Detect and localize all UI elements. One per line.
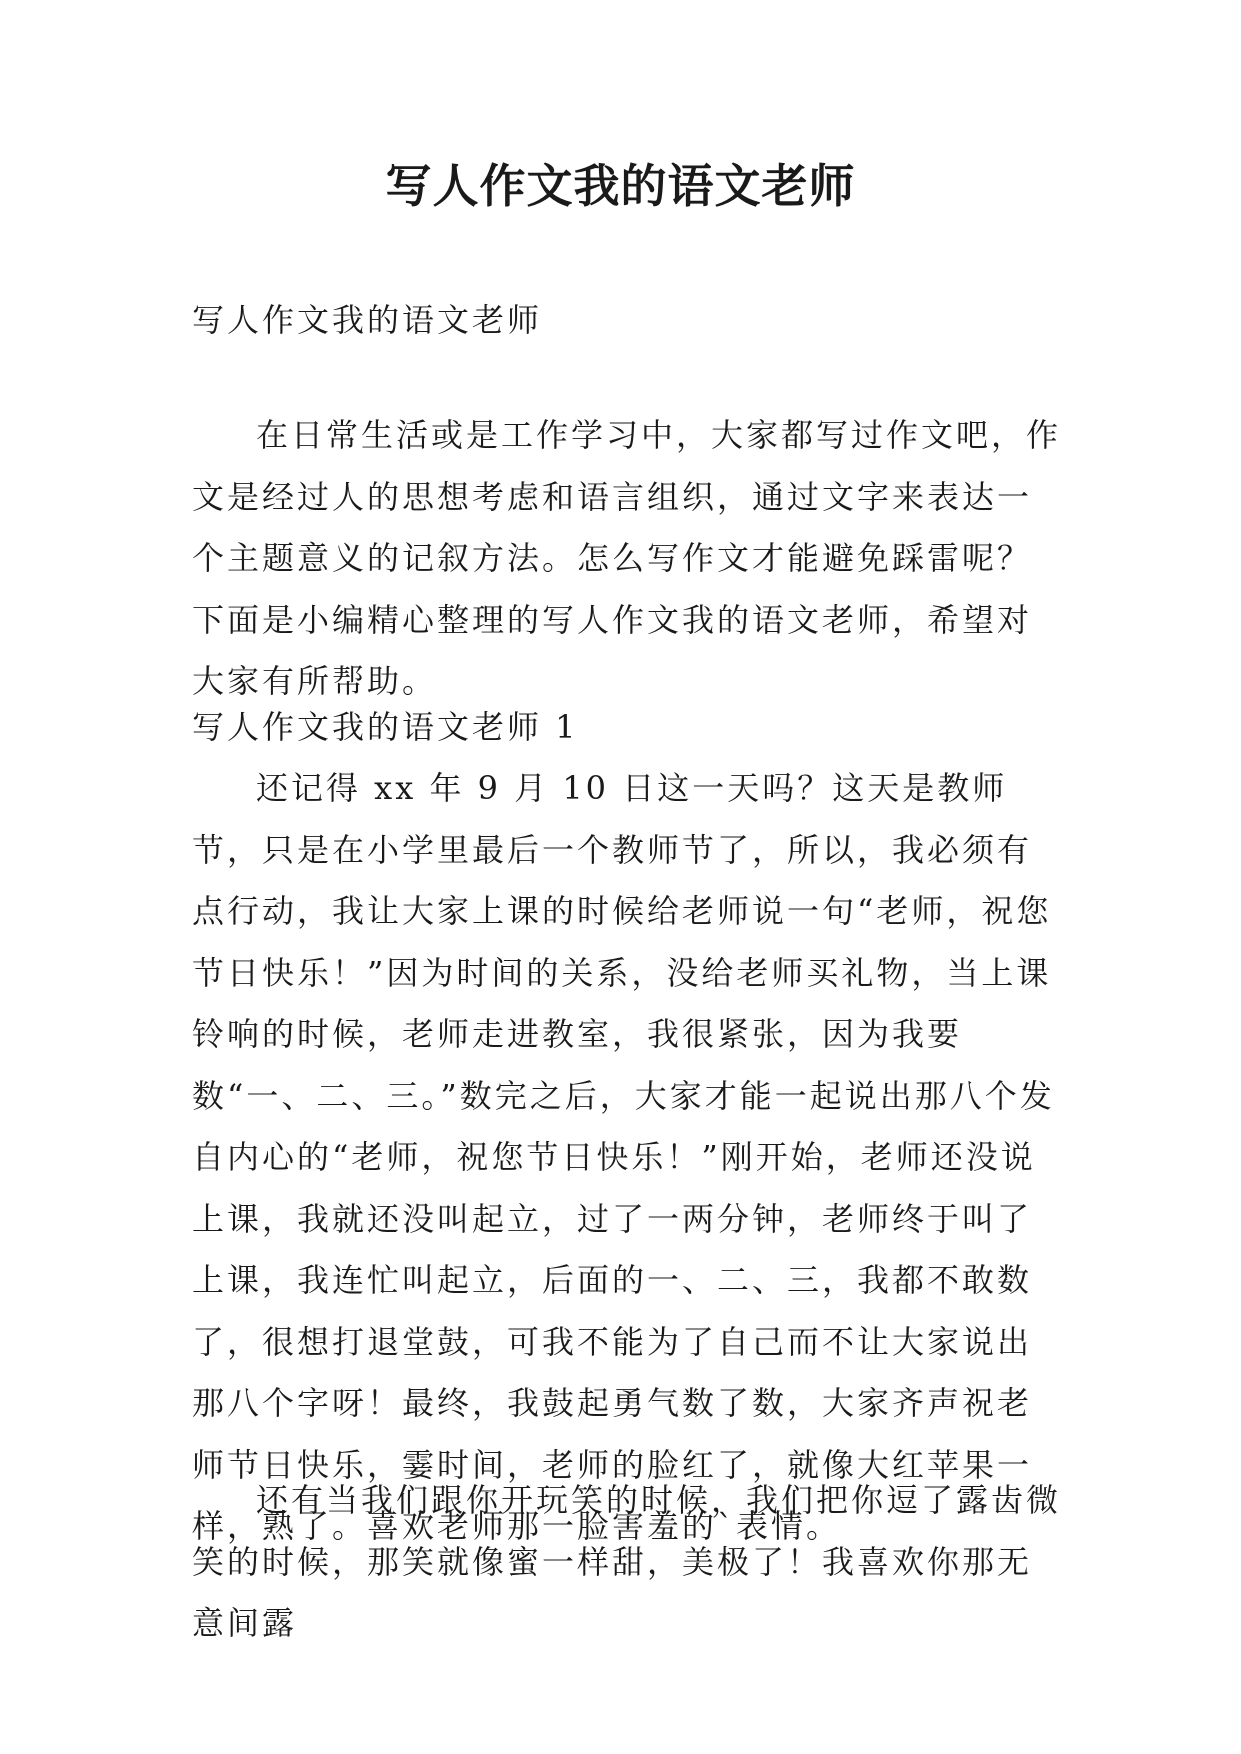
body-paragraph: 还记得 xx 年 9 月 10 日这一天吗？这天是教师节，只是在小学里最后一个教师节了，所以，我必须有点行动，我让大家上课的时候给老师说一句“老师，祝您节日快乐！”因为时间的关系，没给老师买礼物，当上课铃响的时候，老师走进教室，我很紧张，因为我要数“一、二、三。”数完之后，大家才能一起说出那八个发自内心的“老师，祝您节日快乐！”刚开始，老师还没说上课，我就还没叫起立，过了一两分钟，老师终于叫了上课，我连忙叫起立，后面的一、二、三，我都不敢数了，很想打退堂鼓，可我不能为了自己而不让大家说出那八个字呀！最终，我鼓起勇气数了数，大家齐声祝老师节日快乐，霎时间，老师的脸红了，就像大红苹果一样，熟了。喜欢老师那一脸害羞的`表情。 [192, 769, 1055, 1545]
body-paragraph: 还有当我们跟你开玩笑的时候，我们把你逗了露齿微笑的时候，那笑就像蜜一样甜，美极了！我喜欢你那无意间露 [192, 1481, 1062, 1642]
document-title: 写人作文我的语文老师 [385, 159, 856, 213]
section-heading: 写人作文我的语文老师 1 [192, 708, 579, 746]
intro-paragraph: 在日常生活或是工作学习中，大家都写过作文吧，作文是经过人的思想考虑和语言组织，通过文字来表达一个主题意义的记叙方法。怎么写作文才能避免踩雷呢？下面是小编精心整理的写人作文我的语文老师，希望对大家有所帮助。 [192, 416, 1062, 700]
document-subtitle: 写人作文我的语文老师 [192, 301, 543, 339]
